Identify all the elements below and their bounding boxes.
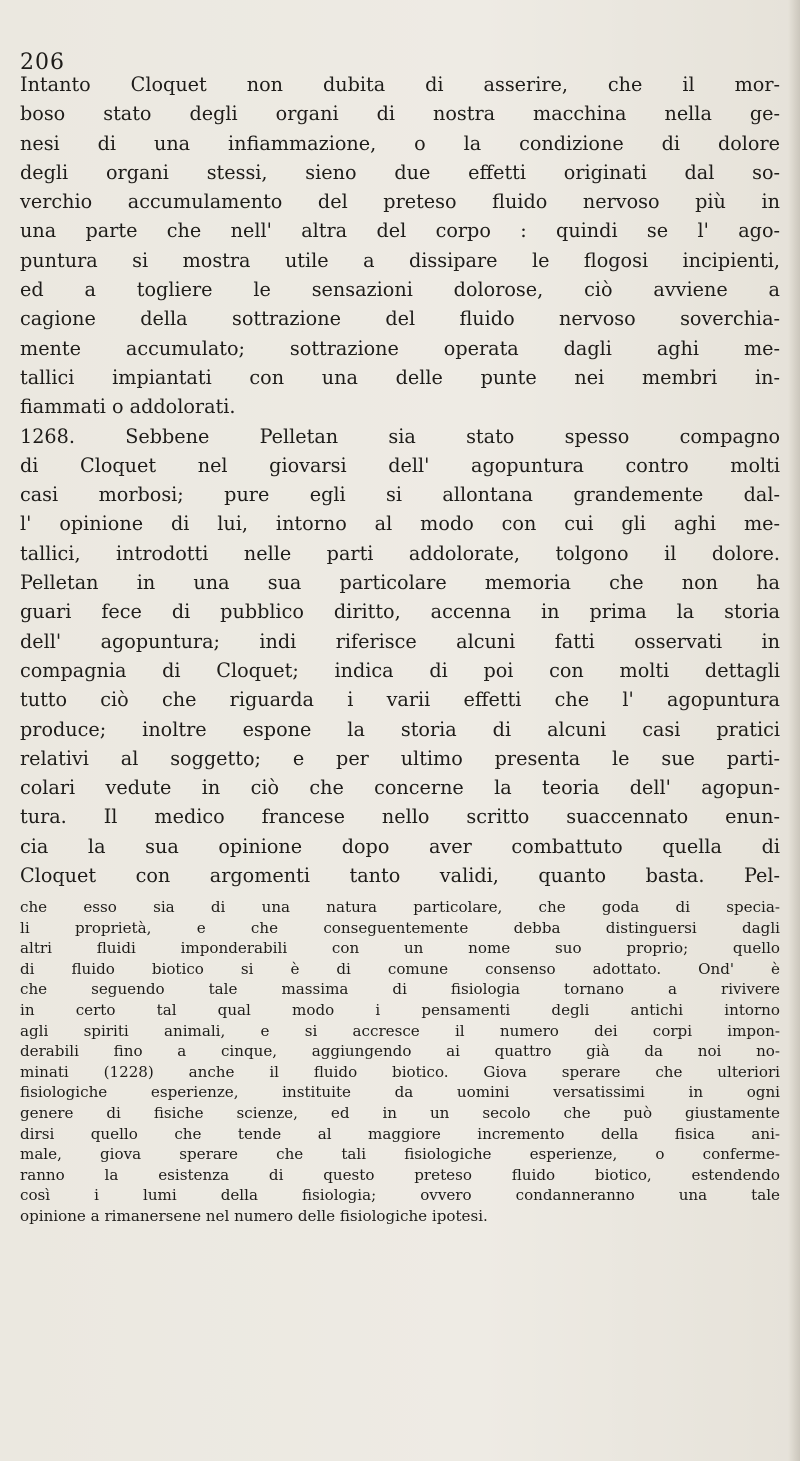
footnote-line: li proprietà, e che conseguentemente debba distinguersi dagli: [20, 918, 780, 937]
main-text-line: Intanto Cloquet non dubita di asserire, che il mor-: [20, 73, 780, 96]
main-text-line: casi morbosi; pure egli si allontana grandemente dal-: [20, 483, 780, 507]
footnote-line: male, giova sperare che tali fisiologiche esperienze, o conferme-: [20, 1145, 780, 1164]
main-text-line: fiammati o addolorati.: [20, 395, 236, 419]
main-text-line: relativi al soggetto; e per ultimo presenta le sue parti-: [20, 746, 780, 770]
main-text-line: colari vedute in ciò che concerne la teoria dell' agopun-: [20, 776, 780, 800]
footnote-line: agli spiriti animali, e si accresce il numero dei corpi impon-: [20, 1021, 780, 1040]
main-text-line: ed a togliere le sensazioni dolorose, ciò avviene a: [20, 278, 780, 302]
footnote-block: [20, 897, 780, 1227]
footnote-line: che seguendo tale massima di fisiologia tornano a rivivere: [20, 980, 780, 999]
main-text-line: una parte che nell' altra del corpo : quindi se l' ago-: [20, 219, 780, 243]
footnote-line: così i lumi della fisiologia; ovvero condanneranno una tale: [20, 1186, 780, 1205]
main-text-line: dell' agopuntura; indi riferisce alcuni fatti osservati in: [20, 629, 780, 653]
main-text-line: tallici impiantati con una delle punte nei membri in-: [20, 365, 780, 389]
main-text-line: verchio accumulamento del preteso fluido nervoso più in: [20, 190, 780, 214]
main-text-line: tutto ciò che riguarda i varii effetti che l' agopuntura: [20, 688, 780, 712]
main-text-line: tura. Il medico francese nello scritto suaccennato enun-: [20, 805, 780, 829]
main-text-line: degli organi stessi, sieno due effetti originati dal so-: [20, 160, 780, 184]
main-text-line: Pelletan in una sua particolare memoria che non ha: [20, 571, 780, 595]
footnote-line: opinione a rimanersene nel numero delle fisiologiche ipotesi.: [20, 1206, 488, 1225]
footnote-line: dirsi quello che tende al maggiore incremento della fisica ani-: [20, 1124, 780, 1143]
main-text-line: cia la sua opinione dopo aver combattuto quella di: [20, 834, 780, 858]
main-text-line: tallici, introdotti nelle parti addolorate, tolgono il dolore.: [20, 541, 780, 565]
main-text-line: puntura si mostra utile a dissipare le flogosi incipienti,: [20, 248, 780, 272]
main-text-line: produce; inoltre espone la storia di alcuni casi pratici: [20, 717, 780, 741]
footnote-line: ranno la esistenza di questo preteso fluido biotico, estendendo: [20, 1165, 780, 1184]
main-text-line: boso stato degli organi di nostra macchina nella ge-: [20, 102, 780, 126]
footnote-line: fisiologiche esperienze, instituite da uomini versatissimi in ogni: [20, 1083, 780, 1102]
main-text-line: l' opinione di lui, intorno al modo con cui gli aghi me-: [20, 512, 780, 536]
footnote-line: in certo tal qual modo i pensamenti degli antichi intorno: [20, 1000, 780, 1019]
main-text-line: Cloquet con argomenti tanto validi, quanto basta. Pel-: [20, 864, 780, 888]
main-text-line: di Cloquet nel giovarsi dell' agopuntura contro molti: [20, 453, 780, 477]
footnote-line: di fluido biotico si è di comune consenso adottato. Ond' è: [20, 959, 780, 978]
main-text-block: [20, 70, 780, 890]
footnote-line: derabili fino a cinque, aggiungendo ai quattro già da noi no-: [20, 1042, 780, 1061]
footnote-line: genere di fisiche scienze, ed in un secolo che può giustamente: [20, 1103, 780, 1122]
main-text-line: guari fece di pubblico diritto, accenna in prima la storia: [20, 600, 780, 624]
main-text-line: cagione della sottrazione del fluido nervoso soverchia-: [20, 307, 780, 331]
page-edge-shadow: [788, 0, 800, 1461]
main-text-line: compagnia di Cloquet; indica di poi con molti dettagli: [20, 658, 780, 682]
main-text-line: nesi di una infiammazione, o la condizione di dolore: [20, 131, 780, 155]
main-text-line: 1268. Sebbene Pelletan sia stato spesso compagno: [20, 424, 780, 448]
footnote-line: che esso sia di una natura particolare, che goda di specia-: [20, 898, 780, 916]
main-text-line: mente accumulato; sottrazione operata dagli aghi me-: [20, 336, 780, 360]
footnote-line: altri fluidi imponderabili con un nome suo proprio; quello: [20, 939, 780, 958]
page-number: 206: [20, 50, 65, 75]
footnote-line: minati (1228) anche il fluido biotico. Giova sperare che ulteriori: [20, 1062, 780, 1081]
